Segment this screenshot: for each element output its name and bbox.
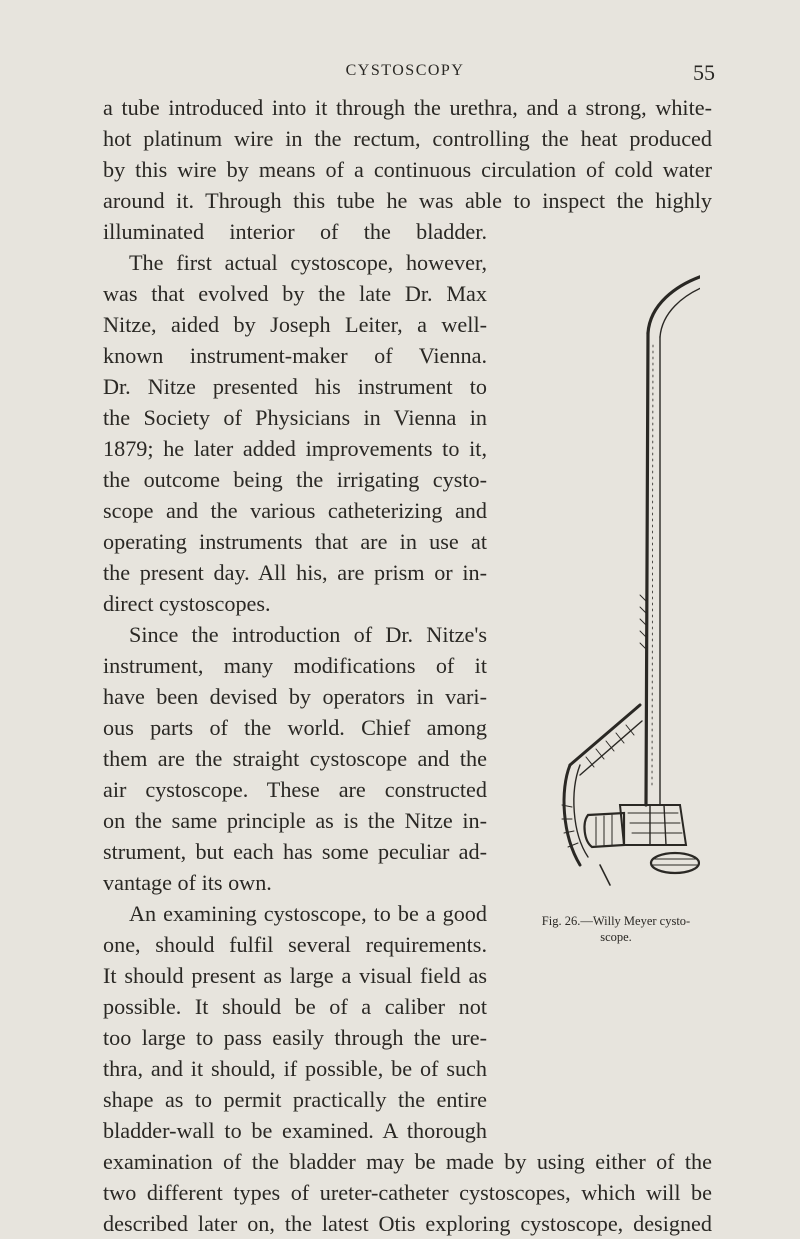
text-line: known instrument-maker of Vienna. [103, 343, 487, 368]
figure-cystoscope [500, 245, 700, 895]
text-line: on the same principle as is the Nitze in- [103, 808, 487, 833]
text-line: a tube introduced into it through the urethra, and a strong, white- [103, 95, 712, 120]
text-line: Dr. Nitze presented his instrument to [103, 374, 487, 399]
figure-caption-line: Fig. 26.—Willy Meyer cysto- [541, 914, 691, 928]
text-line: strument, but each has some peculiar ad- [103, 839, 487, 864]
text-line: It should present as large a visual field as [103, 963, 487, 988]
text-line: the present day. All his, are prism or in- [103, 560, 487, 585]
text-line: them are the straight cystoscope and the [103, 746, 487, 771]
figure-caption-line: scope. [600, 930, 632, 944]
cystoscope-illustration-icon [500, 245, 700, 895]
text-line: too large to pass easily through the ure- [103, 1025, 487, 1050]
text-line: hot platinum wire in the rectum, controlling the heat produced [103, 126, 712, 151]
text-line: vantage of its own. [103, 870, 272, 895]
text-line: An examining cystoscope, to be a good [129, 901, 487, 926]
text-line: scope and the various catheterizing and [103, 498, 487, 523]
text-line: the Society of Physicians in Vienna in [103, 405, 487, 430]
text-line: two different types of ureter-catheter cystoscopes, which will be [103, 1180, 712, 1205]
running-head [95, 60, 715, 84]
text-line: was that evolved by the late Dr. Max [103, 281, 487, 306]
text-line: by this wire by means of a continuous circulation of cold water [103, 157, 712, 182]
text-line: 1879; he later added improvements to it, [103, 436, 487, 461]
text-line: instrument, many modifications of it [103, 653, 487, 678]
page-number: 55 [693, 60, 715, 85]
running-title: CYSTOSCOPY [345, 62, 465, 79]
text-line: one, should fulfil several requirements. [103, 932, 487, 957]
text-line: illuminated interior of the bladder. [103, 219, 487, 244]
text-line: The first actual cystoscope, however, [129, 250, 487, 275]
text-line: air cystoscope. These are constructed [103, 777, 487, 802]
text-line: Nitze, aided by Joseph Leiter, a well- [103, 312, 487, 337]
figure-caption [496, 913, 736, 945]
text-line: have been devised by operators in vari- [103, 684, 487, 709]
text-line: operating instruments that are in use at [103, 529, 487, 554]
text-line: bladder-wall to be examined. A thorough [103, 1118, 487, 1143]
text-line: ous parts of the world. Chief among [103, 715, 487, 740]
text-line: shape as to permit practically the entire [103, 1087, 487, 1112]
text-line: direct cystoscopes. [103, 591, 271, 616]
text-line: described later on, the latest Otis exploring cystoscope, designed [103, 1211, 712, 1236]
text-line: possible. It should be of a caliber not [103, 994, 487, 1019]
text-line: examination of the bladder may be made by using either of the [103, 1149, 712, 1174]
text-line: thra, and it should, if possible, be of such [103, 1056, 487, 1081]
text-line: Since the introduction of Dr. Nitze's [129, 622, 487, 647]
text-line: the outcome being the irrigating cysto- [103, 467, 487, 492]
text-line: around it. Through this tube he was able to inspect the highly [103, 188, 712, 213]
